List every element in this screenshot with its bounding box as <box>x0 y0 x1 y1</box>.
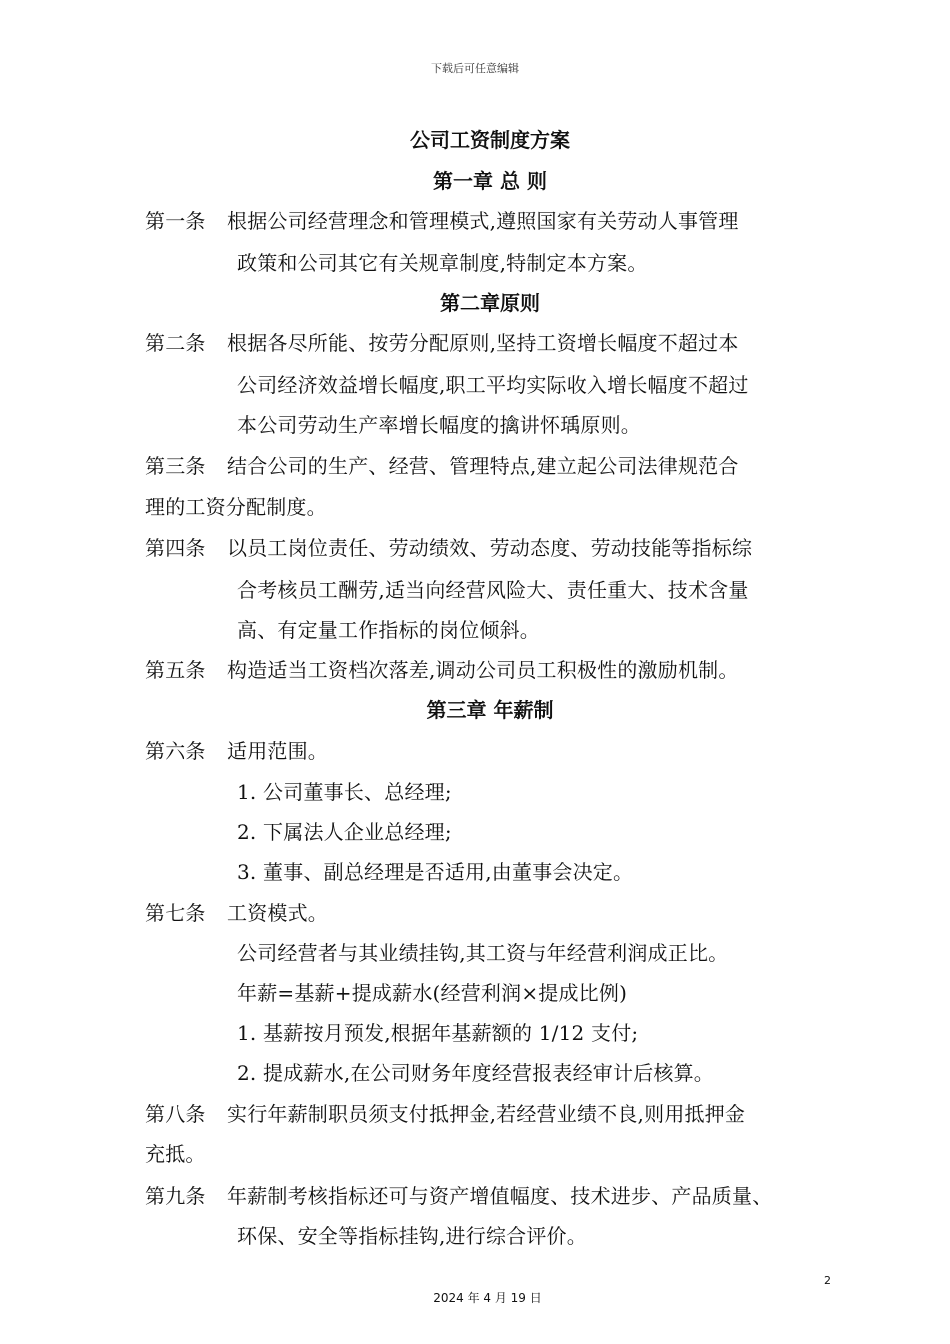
article-1-line-1 <box>145 205 739 234</box>
article-8-line-1 <box>145 1098 745 1127</box>
article-4-line-3: 高、有定量工作指标的岗位倾斜。 <box>237 618 540 642</box>
article-6-item-3: 3. 董事、副总经理是否适用,由董事会决定。 <box>237 860 634 884</box>
article-9-text-1: 年薪制考核指标还可与资产增值幅度、技术进步、产品质量、 <box>227 1184 773 1208</box>
article-9-line-2: 环保、安全等指标挂钩,进行综合评价。 <box>237 1224 587 1248</box>
article-6-label: 第六条 <box>145 739 206 763</box>
chapter-3-heading: 第三章 年薪制 <box>426 698 554 722</box>
article-4-text-1: 以员工岗位责任、劳动绩效、劳动态度、劳动技能等指标综 <box>227 536 753 560</box>
article-3-line-2: 理的工资分配制度。 <box>145 495 327 519</box>
article-6-item-1: 1. 公司董事长、总经理; <box>237 780 452 804</box>
article-8-line-2: 充抵。 <box>145 1142 206 1166</box>
footer-date: 2024 年 4 月 19 日 <box>433 1291 542 1305</box>
article-2-label: 第二条 <box>145 331 206 355</box>
article-5-text-1: 构造适当工资档次落差,调动公司员工积极性的激励机制。 <box>227 658 739 682</box>
article-2-line-1 <box>145 327 739 356</box>
article-7-item-1: 1. 基薪按月预发,根据年基薪额的 1/12 支付; <box>237 1021 639 1045</box>
article-7-line-1 <box>145 897 328 926</box>
article-8-text-1: 实行年薪制职员须支付抵押金,若经营业绩不良,则用抵押金 <box>227 1102 746 1126</box>
article-7-text-1: 工资模式。 <box>227 901 328 925</box>
article-6-text-1: 适用范围。 <box>227 739 328 763</box>
article-4-label: 第四条 <box>145 536 206 560</box>
article-2-line-3: 本公司劳动生产率增长幅度的擒讲怀瑀原则。 <box>237 413 641 437</box>
article-7-line-3: 年薪=基薪+提成薪水(经营利润×提成比例) <box>237 981 628 1005</box>
article-2-line-2: 公司经济效益增长幅度,职工平均实际收入增长幅度不超过 <box>237 373 749 397</box>
article-7-label: 第七条 <box>145 901 206 925</box>
article-9-label: 第九条 <box>145 1184 206 1208</box>
article-5-line-1 <box>145 654 739 683</box>
article-8-label: 第八条 <box>145 1102 206 1126</box>
article-2-text-1: 根据各尽所能、按劳分配原则,坚持工资增长幅度不超过本 <box>227 331 739 355</box>
article-1-text-1: 根据公司经营理念和管理模式,遵照国家有关劳动人事管理 <box>227 209 739 233</box>
article-5-label: 第五条 <box>145 658 206 682</box>
article-3-label: 第三条 <box>145 454 206 478</box>
article-1-line-2: 政策和公司其它有关规章制度,特制定本方案。 <box>237 251 648 275</box>
page-number: 2 <box>824 1274 831 1287</box>
article-7-line-2: 公司经营者与其业绩挂钩,其工资与年经营利润成正比。 <box>237 941 729 965</box>
article-9-line-1 <box>145 1180 772 1209</box>
article-7-item-2: 2. 提成薪水,在公司财务年度经营报表经审计后核算。 <box>237 1061 714 1085</box>
header-note: 下载后可任意编辑 <box>431 62 519 75</box>
article-4-line-2: 合考核员工酬劳,适当向经营风险大、责任重大、技术含量 <box>237 578 749 602</box>
chapter-2-heading: 第二章原则 <box>440 291 540 315</box>
article-4-line-1 <box>145 532 752 561</box>
article-3-line-1 <box>145 450 739 479</box>
article-6-item-2: 2. 下属法人企业总经理; <box>237 820 452 844</box>
article-3-text-1: 结合公司的生产、经营、管理特点,建立起公司法律规范合 <box>227 454 739 478</box>
chapter-1-heading: 第一章 总 则 <box>433 169 547 193</box>
article-6-line-1 <box>145 735 328 764</box>
document-title: 公司工资制度方案 <box>410 128 570 152</box>
article-1-label: 第一条 <box>145 209 206 233</box>
